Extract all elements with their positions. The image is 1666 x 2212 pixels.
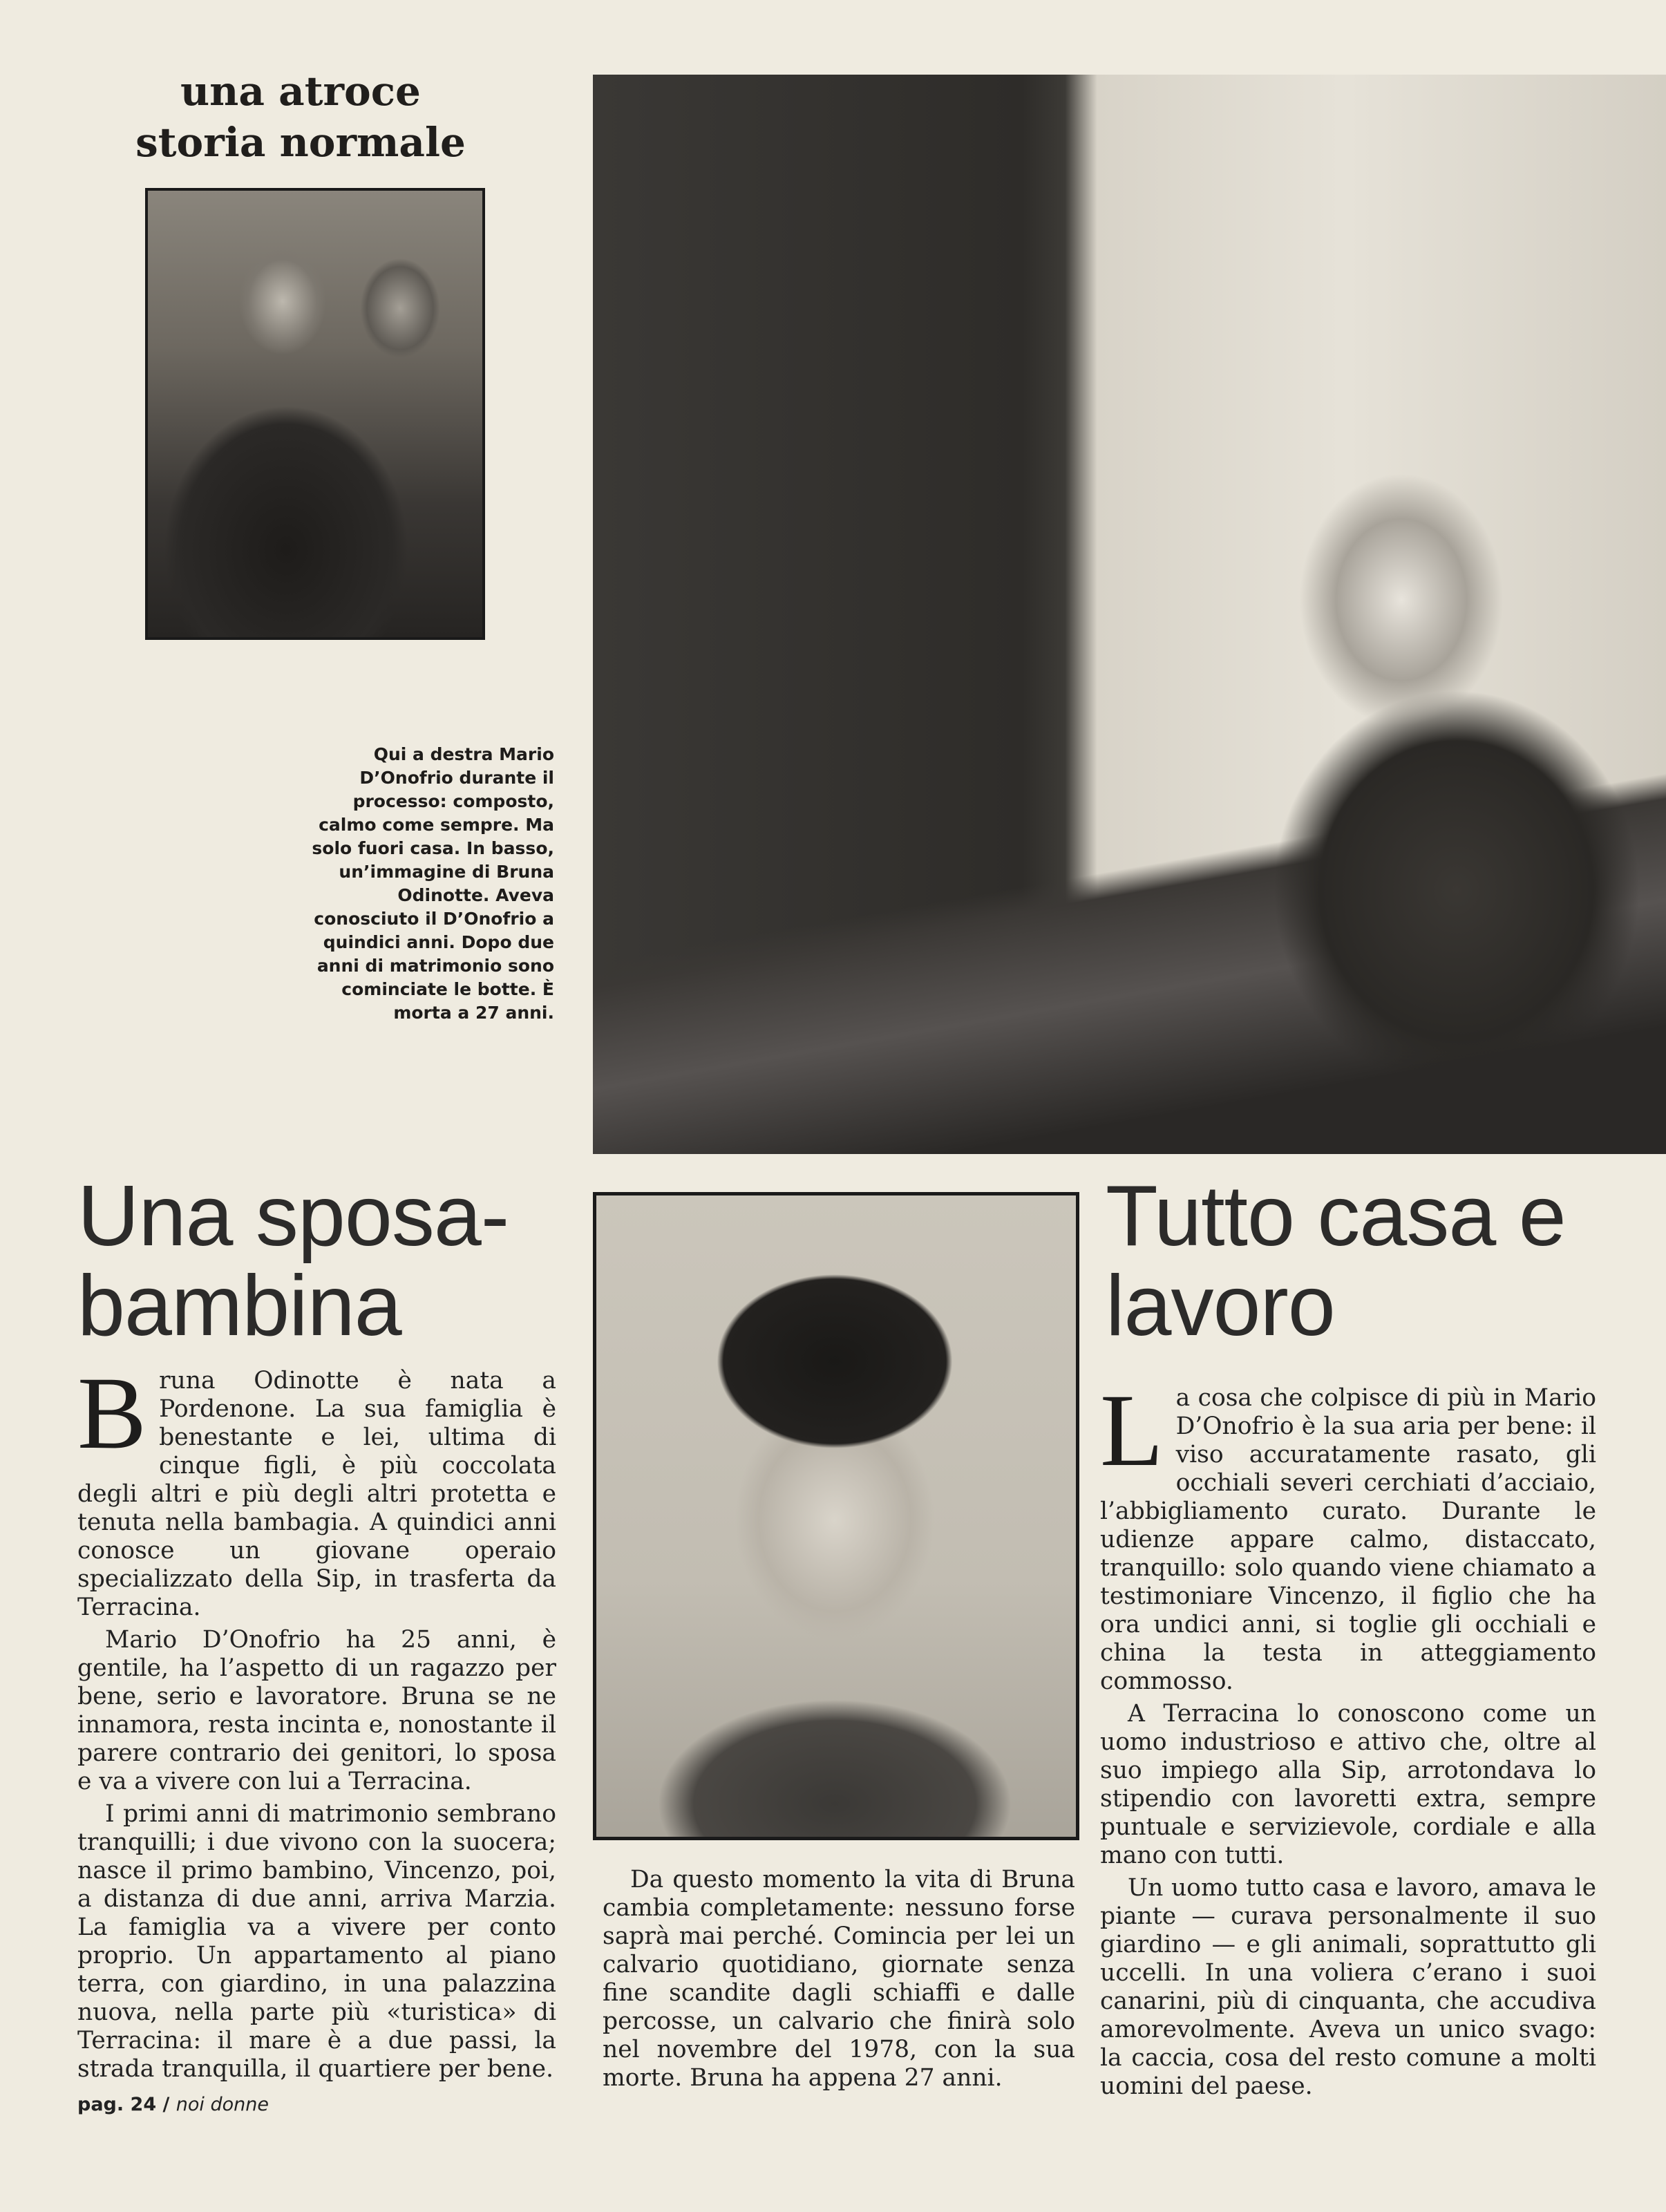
right-paragraph-1 [1100, 1373, 1596, 1696]
left-article-body [77, 1356, 556, 2088]
photo-bruna-odinotte [593, 1192, 1079, 1840]
footer-separator: / [162, 2094, 170, 2115]
photo-mario-donofrio [593, 75, 1666, 1154]
kicker-line-2: storia normale [135, 119, 466, 166]
headline-right: Tutto casa e lavoro [1106, 1169, 1566, 1354]
magazine-name: noi donne [176, 2094, 269, 2115]
middle-article-body [603, 1866, 1075, 2097]
photo-elderly-woman-in-court [145, 188, 485, 640]
photo-caption: Qui a destra Mario D’Onofrio durante il processo: composto, calmo come sempre. Ma solo fuori casa. In basso, un’immagine di Bruna Odinotte. Aveva conosciuto il D’Onofrio a quindici anni. Dopo due anni di matrimonio sono cominciate le botte. È morta a 27 anni. [312, 744, 554, 1023]
right-paragraph-2: A Terracina lo conoscono come un uomo industrioso e attivo che, oltre al suo impiego alla Sip, arrotondava lo stipendio con lavoretti extra, sempre puntuale e servizievole, cordiale e alla mano con tutti. [1100, 1700, 1596, 1869]
left-paragraph-2: Mario D’Onofrio ha 25 anni, è gentile, ha l’aspetto di un ragazzo per bene, serio e lavoratore. Bruna se ne innamora, resta incinta e, nonostante il parere contrario dei genitori, lo sposa e va a vivere con lui a Terracina. [77, 1626, 556, 1795]
page-number: pag. 24 [77, 2094, 157, 2115]
right-paragraph-1-text: a cosa che colpisce di più in Mario D’Onofrio è la sua aria per bene: il viso accuratamente rasato, gli occhiali severi cerchiati d’acciaio, l’abbigliamento curato. Durante le udienze appare calmo, distaccato, tranquillo: solo quando viene chiamato a testimoniare Vincenzo, il figlio che ha ora undici anni, si toglie gli occhiali e china la testa in atteggiamento commosso. [1100, 1384, 1596, 1695]
left-paragraph-1-text: runa Odinotte è nata a Pordenone. La sua famiglia è benestante e lei, ultima di cinque figli, è più coccolata degli altri e più degli altri protetta e tenuta nella bambagia. A quindici anni conosce un giovane operaio specializzato della Sip, in trasferta da Terracina. [77, 1367, 556, 1621]
left-paragraph-3: I primi anni di matrimonio sembrano tranquilli; i due vivono con la suocera; nasce il primo bambino, Vincenzo, poi, a distanza di due anni, arriva Marzia. La famiglia va a vivere per conto proprio. Un appartamento al piano terra, con giardino, in una palazzina nuova, nella parte più «turistica» di Terracina: il mare è a due passi, la strada tranquilla, il quartiere per bene. [77, 1800, 556, 2083]
kicker-line-1: una atroce [180, 68, 421, 115]
headline-left: Una sposa-bambina [77, 1169, 509, 1354]
left-paragraph-1 [77, 1356, 556, 1622]
page-footer [77, 2094, 269, 2115]
kicker-title [104, 66, 498, 168]
right-article-body [1100, 1373, 1596, 2105]
left-dropcap: B [77, 1356, 147, 1471]
right-dropcap: L [1100, 1373, 1164, 1488]
right-paragraph-3: Un uomo tutto casa e lavoro, amava le piante — curava personalmente il suo giardino — e gli animali, soprattutto gli uccelli. In una voliera c’erano i suoi canarini, più di cinquanta, che accudiva amorevolmente. Aveva un unico svago: la caccia, cosa del resto comune a molti uomini del paese. [1100, 1874, 1596, 2100]
middle-paragraph: Da questo momento la vita di Bruna cambia completamente: nessuno forse saprà mai perché. Comincia per lei un calvario quotidiano, giornate senza fine scandite dagli schiaffi e dalle percosse, un calvario che finirà solo nel novembre del 1978, con la sua morte. Bruna ha appena 27 anni. [603, 1866, 1075, 2092]
